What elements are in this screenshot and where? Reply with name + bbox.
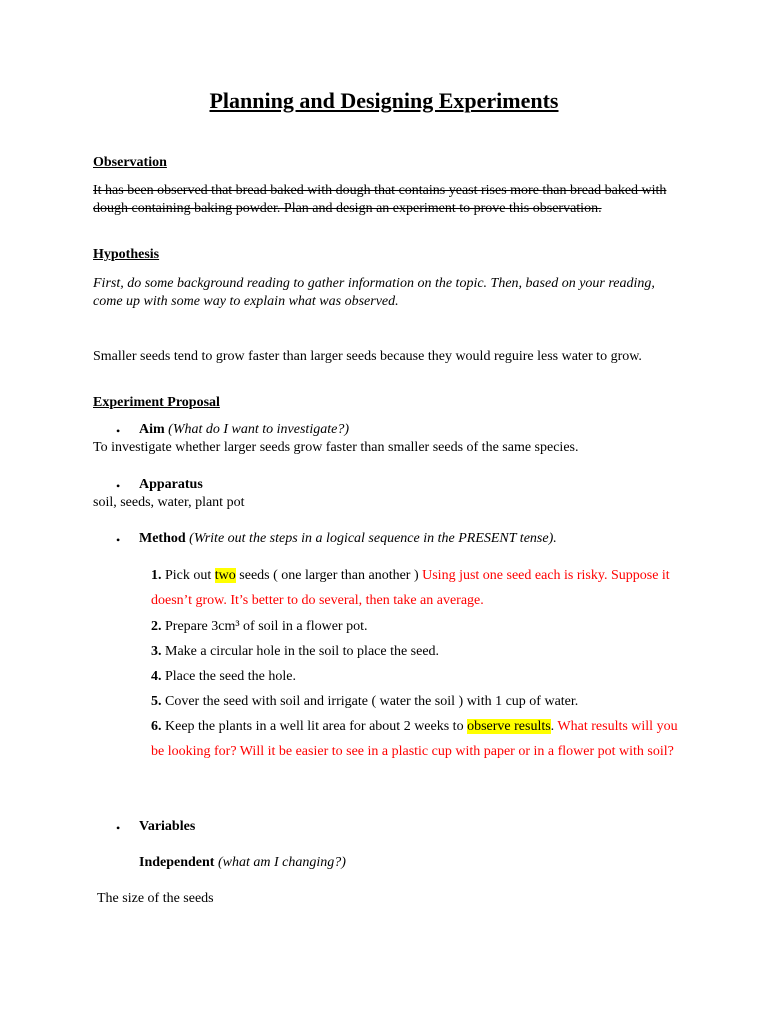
hypothesis-heading: Hypothesis	[93, 247, 160, 262]
method-prompt: (Write out the steps in a logical sequence in the PRESENT tense).	[189, 531, 557, 546]
variables-label: Variables	[139, 819, 196, 834]
hypothesis-answer: Smaller seeds tend to grow faster than larger seeds because they would reguire less water to grow.	[93, 349, 642, 364]
step-number: 2.	[151, 619, 162, 634]
step-text: Make a circular hole in the soil to place the seed.	[165, 644, 440, 659]
observation-text: It has been observed that bread baked with dough that contains yeast rises more than bread baked with dough containing baking powder. Plan and design an experiment to prove this observation.	[93, 183, 667, 216]
method-step-3	[151, 639, 681, 664]
step-text: seeds ( one larger than another )	[235, 568, 423, 583]
step-text: Place the seed the hole.	[165, 669, 297, 684]
step-number: 6.	[151, 719, 162, 734]
method-step-6	[151, 714, 681, 764]
step-text: Keep the plants in a well lit area for about 2 weeks to	[165, 719, 468, 734]
independent-prompt: (what am I changing?)	[217, 855, 346, 870]
independent-label: Independent	[139, 855, 215, 870]
aim-line	[139, 422, 349, 438]
teacher-comment: Using just one seed each is risky. Suppose it doesn’t grow. It’s better to do several, then take an average.	[151, 568, 670, 608]
method-step-2	[151, 614, 681, 639]
teacher-comment: What results will you be looking for? Will it be easier to see in a plastic cup with paper or in a flower pot with soil?	[151, 719, 678, 759]
experiment-proposal-heading: Experiment Proposal	[93, 395, 220, 410]
step-number: 4.	[151, 669, 162, 684]
highlighted-text: two	[214, 568, 236, 583]
page-title: Planning and Designing Experiments	[209, 88, 559, 113]
method-line	[139, 531, 557, 547]
method-bullet: •	[116, 533, 121, 547]
step-text: Cover the seed with soil and irrigate ( water the soil ) with 1 cup of water.	[165, 694, 579, 709]
method-step-5	[151, 689, 681, 714]
aim-answer: To investigate whether larger seeds grow faster than smaller seeds of the same species.	[93, 440, 579, 455]
step-number: 5.	[151, 694, 162, 709]
step-number: 1.	[151, 568, 162, 583]
variables-bullet: •	[116, 821, 121, 835]
step-text: .	[550, 719, 558, 734]
apparatus-label: Apparatus	[139, 477, 203, 492]
hypothesis-instruction: First, do some background reading to gather information on the topic. Then, based on your reading, come up with some way to explain what was observed.	[93, 276, 655, 309]
aim-prompt: (What do I want to investigate?)	[168, 422, 349, 437]
apparatus-answer: soil, seeds, water, plant pot	[93, 495, 245, 510]
step-text: Pick out	[165, 568, 215, 583]
independent-line	[139, 855, 346, 871]
highlighted-text: observe results	[467, 719, 551, 734]
method-step-1	[151, 563, 681, 613]
method-label: Method	[139, 531, 186, 546]
aim-label: Aim	[139, 422, 165, 437]
method-step-4	[151, 664, 681, 689]
observation-heading: Observation	[93, 155, 167, 170]
aim-bullet: •	[116, 424, 121, 438]
apparatus-bullet: •	[116, 479, 121, 493]
step-text: Prepare 3cm³ of soil in a flower pot.	[165, 619, 368, 634]
independent-answer: The size of the seeds	[97, 891, 214, 906]
step-number: 3.	[151, 644, 162, 659]
